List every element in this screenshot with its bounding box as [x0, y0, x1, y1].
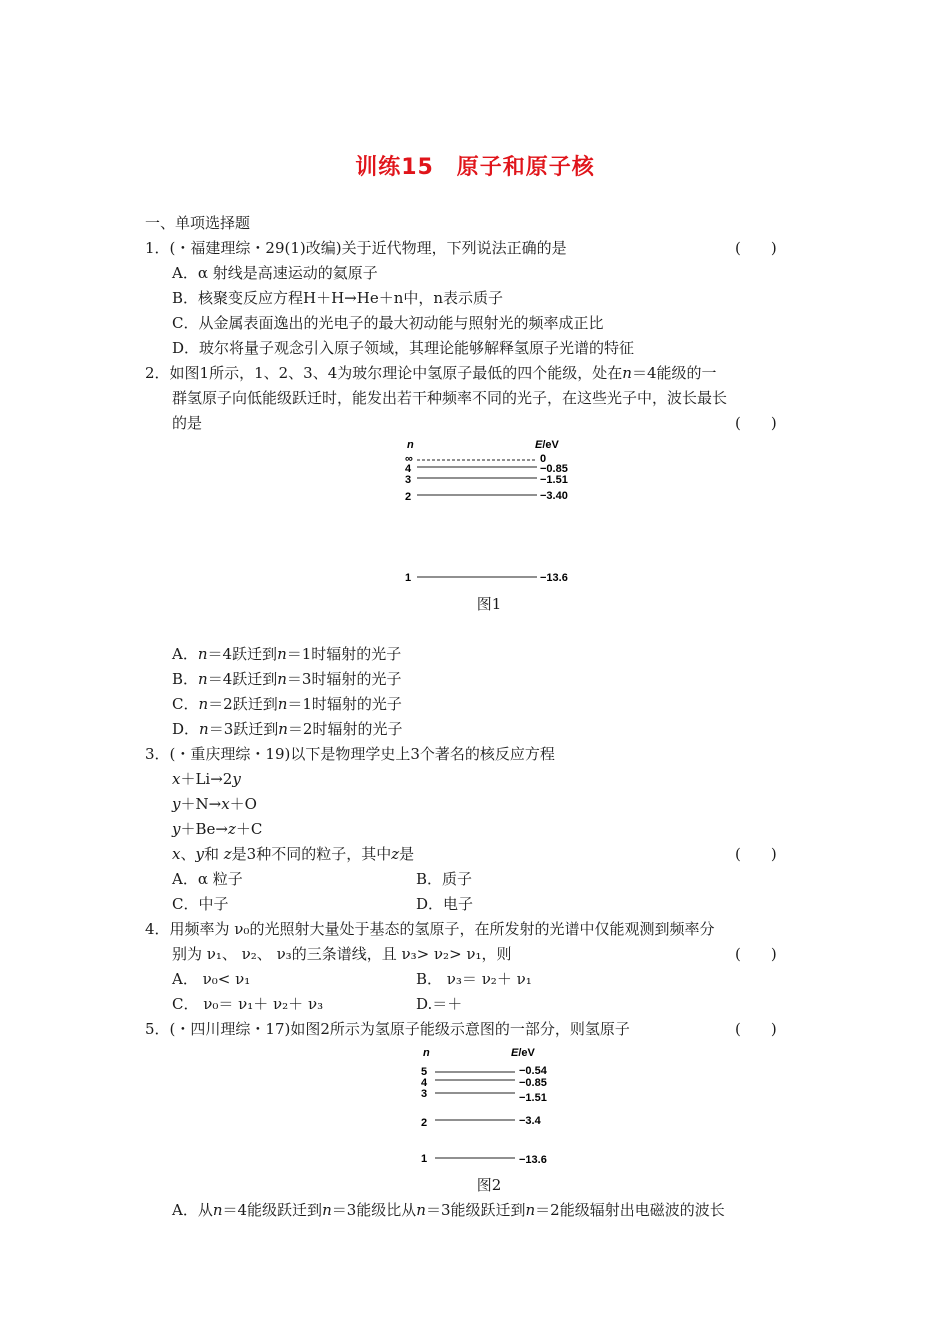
fig1-n-label: ∞ [405, 453, 413, 465]
q3-option-a: A．α 粒子 [172, 870, 243, 888]
q3-question-line: x、y和 z是3种不同的粒子，其中z是 [172, 845, 415, 863]
fig2-n-label: 2 [421, 1117, 428, 1129]
q3-option-d: D．电子 [416, 895, 474, 913]
q3-equation-1: x＋Li→2y [172, 770, 241, 788]
fig2-e-label: −0.54 [519, 1065, 547, 1077]
fig1-e-header: E/eV [535, 439, 559, 451]
q4-option-c: C． ν₀＝ ν₁＋ ν₂＋ ν₃ [172, 995, 324, 1013]
q2-option-c: C．n＝2跃迁到n＝1时辐射的光子 [172, 695, 402, 713]
fig2-e-header: E/eV [511, 1047, 535, 1059]
q2-stem-line3: 的是 [172, 414, 203, 432]
q4-option-a: A． ν₀< ν₁ [172, 970, 251, 988]
fig2-n-label: 3 [421, 1088, 428, 1100]
fig1-e-label: −0.85 [540, 463, 568, 475]
q4-option-b: B． ν₃＝ ν₂＋ ν₁ [416, 970, 532, 988]
q1-answer-bracket: ( ) [735, 239, 777, 257]
fig1-n-label: 3 [405, 474, 412, 486]
fig2-e-label: −3.4 [519, 1115, 541, 1127]
q5-option-a: A．从n＝4能级跃迁到n＝3能级比从n＝3能级跃迁到n＝2能级辐射出电磁波的波长 [172, 1201, 725, 1219]
section-heading: 一、单项选择题 [145, 214, 251, 232]
q2-option-a: A．n＝4跃迁到n＝1时辐射的光子 [172, 645, 402, 663]
fig1-n-label: 2 [405, 491, 412, 503]
q1-option-a: A．α 射线是高速运动的氦原子 [172, 264, 378, 282]
fig2-e-label: −13.6 [519, 1154, 547, 1166]
fig2-n-header: n [423, 1047, 430, 1059]
fig2-n-label: 1 [421, 1153, 428, 1165]
fig2-n-label: 5 [421, 1066, 428, 1078]
q2-option-b: B．n＝4跃迁到n＝3时辐射的光子 [172, 670, 402, 688]
q2-answer-bracket: ( ) [735, 414, 777, 432]
q4-stem-line2: 别为 ν₁、 ν₂、 ν₃的三条谱线，且 ν₃> ν₂> ν₁，则 [172, 945, 512, 963]
q2-stem-line2: 群氢原子向低能级跃迁时，能发出若干种频率不同的光子，在这些光子中，波长最长 [172, 389, 728, 407]
q1-option-c: C．从金属表面逸出的光电子的最大初动能与照射光的频率成正比 [172, 314, 604, 332]
q5-stem: 5．(・四川理综・17)如图2所示为氢原子能级示意图的一部分，则氢原子 [145, 1020, 630, 1038]
q3-equation-2: y＋N→x＋O [172, 795, 257, 813]
q3-answer-bracket: ( ) [735, 845, 777, 863]
fig1-n-label: 4 [405, 463, 412, 475]
fig1-e-label: −13.6 [540, 572, 568, 584]
q1-option-b: B．核聚变反应方程H＋H→He＋n中，n表示质子 [172, 289, 504, 307]
q2-stem-line1: 2．如图1所示，1、2、3、4为玻尔理论中氢原子最低的四个能级，处在n＝4能级的一 [145, 364, 717, 382]
q1-option-d: D．玻尔将量子观念引入原子领域，其理论能够解释氢原子光谱的特征 [172, 339, 635, 357]
fig1-n-header: n [407, 439, 414, 451]
q3-option-c: C．中子 [172, 895, 229, 913]
q3-equation-3: y＋Be→z＋C [172, 820, 263, 838]
fig2-n-label: 4 [421, 1077, 428, 1089]
q1-stem: 1．(・福建理综・29(1)改编)关于近代物理，下列说法正确的是 [145, 239, 567, 257]
figure-2-energy-levels [415, 1044, 575, 1168]
q5-answer-bracket: ( ) [735, 1020, 777, 1038]
q3-stem: 3．(・重庆理综・19)以下是物理学史上3个著名的核反应方程 [145, 745, 555, 763]
page-title: 训练15 原子和原子核 [355, 155, 595, 180]
fig1-n-label: 1 [405, 572, 412, 584]
fig1-e-label: −1.51 [540, 474, 568, 486]
fig1-e-label: −3.40 [540, 490, 568, 502]
figure-1-caption: 图1 [476, 595, 502, 613]
q2-option-d: D．n＝3跃迁到n＝2时辐射的光子 [172, 720, 403, 738]
fig2-e-label: −1.51 [519, 1092, 547, 1104]
q4-answer-bracket: ( ) [735, 945, 777, 963]
fig2-e-label: −0.85 [519, 1077, 547, 1089]
figure-1-energy-levels [395, 436, 585, 588]
q4-stem-line1: 4．用频率为 ν₀的光照射大量处于基态的氢原子，在所发射的光谱中仅能观测到频率分 [145, 920, 715, 938]
q3-option-b: B．质子 [416, 870, 473, 888]
fig1-e-label: 0 [540, 453, 547, 465]
figure-2-caption: 图2 [476, 1176, 502, 1194]
q4-option-d: D.＝＋ [416, 995, 463, 1013]
